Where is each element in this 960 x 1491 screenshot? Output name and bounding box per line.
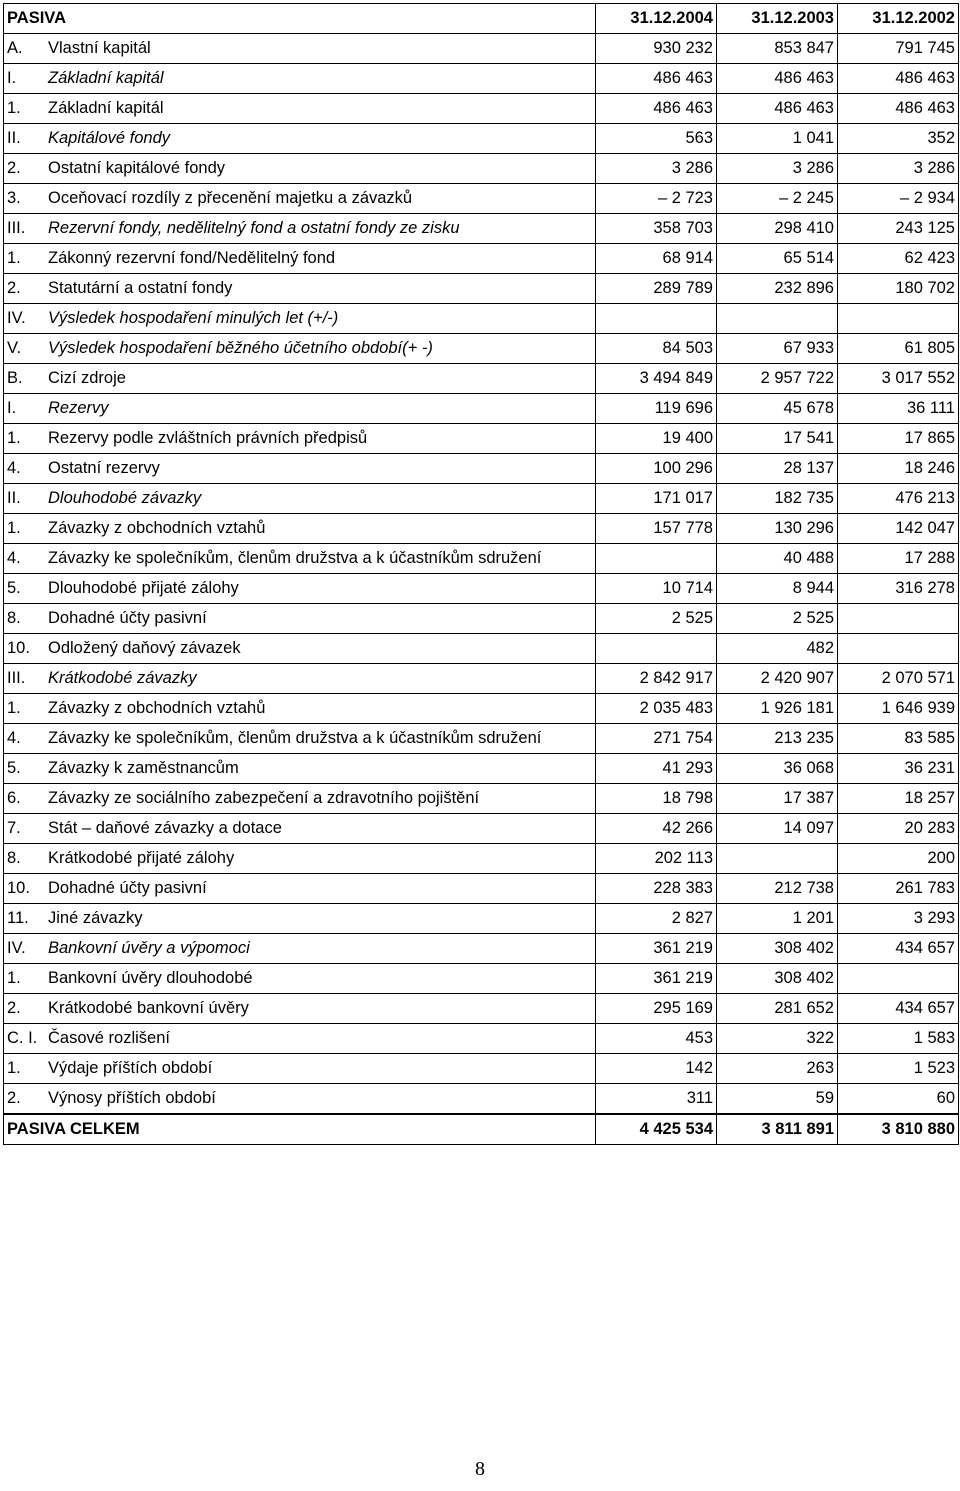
value-2004 [596,544,717,574]
row-label: Výsledek hospodaření minulých let (+/-) [48,309,339,327]
value-2003: 14 097 [717,814,838,844]
table-row [4,454,959,484]
value-2004: 119 696 [596,394,717,424]
row-label-cell [4,904,596,934]
row-label: Krátkodobé závazky [48,669,197,687]
row-label: Rezervy podle zvláštních právních předpisů [48,429,368,447]
value-2004: 311 [596,1084,717,1115]
value-2004: – 2 723 [596,184,717,214]
value-2002: 3 286 [838,154,959,184]
value-2003: 1 041 [717,124,838,154]
row-label-cell [4,124,596,154]
row-label: Rezervní fondy, nedělitelný fond a ostatní fondy ze zisku [48,219,460,237]
value-2002: 18 246 [838,454,959,484]
table-row [4,34,959,64]
liabilities-table [3,3,959,1145]
row-label: Jiné závazky [48,909,143,927]
row-label: Oceňovací rozdíly z přecenění majetku a závazků [48,189,413,207]
row-label: Kapitálové fondy [48,129,171,147]
value-2002: 142 047 [838,514,959,544]
value-2003: 482 [717,634,838,664]
value-2004: 453 [596,1024,717,1054]
row-code: II. [7,129,21,147]
table-row [4,394,959,424]
value-2003: 2 420 907 [717,664,838,694]
row-label-cell [4,34,596,64]
row-label: Závazky ze sociálního zabezpečení a zdravotního pojištění [48,789,480,807]
value-2004: 171 017 [596,484,717,514]
row-label-cell [4,844,596,874]
value-2002 [838,634,959,664]
table-row [4,64,959,94]
row-code: 2. [7,1089,21,1107]
total-2003: 3 811 891 [717,1114,838,1145]
row-code: 1. [7,969,21,987]
row-code: 4. [7,459,21,477]
row-label: Dohadné účty pasivní [48,879,207,897]
value-2004: 289 789 [596,274,717,304]
row-label-cell [4,754,596,784]
value-2004: 228 383 [596,874,717,904]
row-code: 2. [7,279,21,297]
row-label: Závazky k zaměstnancům [48,759,239,777]
value-2004: 157 778 [596,514,717,544]
value-2004: 358 703 [596,214,717,244]
value-2002 [838,304,959,334]
row-label: Závazky ke společníkům, členům družstva a k účastníkům sdružení [48,549,542,567]
row-label: Dohadné účty pasivní [48,609,207,627]
value-2003: 2 957 722 [717,364,838,394]
row-label-cell [4,454,596,484]
row-label: Dlouhodobé závazky [48,489,202,507]
row-code: 1. [7,1059,21,1077]
value-2002 [838,964,959,994]
total-label: PASIVA CELKEM [4,1114,596,1145]
value-2003: 130 296 [717,514,838,544]
table-row [4,754,959,784]
row-code: 1. [7,429,21,447]
value-2002: 434 657 [838,934,959,964]
row-label-cell [4,784,596,814]
value-2002: 476 213 [838,484,959,514]
value-2003: 853 847 [717,34,838,64]
row-label-cell [4,274,596,304]
value-2003: 263 [717,1054,838,1084]
value-2004: 18 798 [596,784,717,814]
table-row [4,694,959,724]
value-2004: 2 525 [596,604,717,634]
value-2003: 486 463 [717,94,838,124]
value-2003: 3 286 [717,154,838,184]
row-label: Rezervy [48,399,109,417]
row-code: 1. [7,99,21,117]
row-code: 3. [7,189,21,207]
row-code: 10. [7,879,30,897]
value-2003 [717,304,838,334]
table-row [4,184,959,214]
value-2004: 41 293 [596,754,717,784]
page-number: 8 [475,1458,485,1480]
value-2004: 361 219 [596,934,717,964]
row-label-cell [4,94,596,124]
table-row [4,244,959,274]
row-label-cell [4,184,596,214]
table-row [4,964,959,994]
value-2003: 486 463 [717,64,838,94]
value-2003: 2 525 [717,604,838,634]
header-year-2004: 31.12.2004 [596,4,717,34]
value-2004: 2 842 917 [596,664,717,694]
value-2003: 212 738 [717,874,838,904]
header-year-2003: 31.12.2003 [717,4,838,34]
row-label: Základní kapitál [48,69,164,87]
row-label-cell [4,874,596,904]
row-label-cell [4,814,596,844]
table-row [4,544,959,574]
value-2003: 298 410 [717,214,838,244]
row-label: Zákonný rezervní fond/Nedělitelný fond [48,249,336,267]
value-2004: 202 113 [596,844,717,874]
row-label: Cizí zdroje [48,369,126,387]
table-row [4,1084,959,1115]
row-code: 5. [7,759,21,777]
row-label-cell [4,934,596,964]
row-code: 8. [7,849,21,867]
row-code: 5. [7,579,21,597]
value-2004: 2 827 [596,904,717,934]
row-label-cell [4,604,596,634]
row-code: III. [7,219,26,237]
value-2002: 352 [838,124,959,154]
value-2003: 308 402 [717,934,838,964]
value-2004: 3 286 [596,154,717,184]
value-2003: 65 514 [717,244,838,274]
value-2002: 1 583 [838,1024,959,1054]
value-2002 [838,604,959,634]
value-2004: 100 296 [596,454,717,484]
value-2002: 17 288 [838,544,959,574]
table-row [4,154,959,184]
value-2002: 486 463 [838,94,959,124]
row-code: II. [7,489,21,507]
value-2003: – 2 245 [717,184,838,214]
header-year-2002: 31.12.2002 [838,4,959,34]
row-label-cell [4,304,596,334]
row-label: Ostatní kapitálové fondy [48,159,226,177]
row-code: 11. [7,909,29,927]
value-2003: 45 678 [717,394,838,424]
row-label: Časové rozlišení [48,1029,170,1047]
table-row [4,304,959,334]
row-label-cell [4,484,596,514]
value-2003: 1 926 181 [717,694,838,724]
value-2002: 261 783 [838,874,959,904]
table-row [4,424,959,454]
row-label: Vlastní kapitál [48,39,151,57]
row-code: I. [7,69,17,87]
value-2004: 19 400 [596,424,717,454]
row-label: Bankovní úvěry dlouhodobé [48,969,253,987]
value-2003: 213 235 [717,724,838,754]
row-label-cell [4,994,596,1024]
table-header-row [4,4,959,34]
row-code: 8. [7,609,21,627]
row-label-cell [4,634,596,664]
table-row [4,724,959,754]
table-row [4,94,959,124]
row-label-cell [4,1024,596,1054]
row-label-cell [4,244,596,274]
value-2002: 434 657 [838,994,959,1024]
table-row [4,604,959,634]
row-label: Odložený daňový závazek [48,639,241,657]
value-2002: 486 463 [838,64,959,94]
value-2004: 3 494 849 [596,364,717,394]
value-2002: 17 865 [838,424,959,454]
value-2003: 322 [717,1024,838,1054]
value-2004: 361 219 [596,964,717,994]
row-label-cell [4,724,596,754]
value-2003: 1 201 [717,904,838,934]
table-row [4,814,959,844]
value-2003: 36 068 [717,754,838,784]
table-row [4,634,959,664]
row-label-cell [4,544,596,574]
value-2003: 59 [717,1084,838,1115]
value-2002: – 2 934 [838,184,959,214]
value-2003: 232 896 [717,274,838,304]
value-2002: 36 231 [838,754,959,784]
table-row [4,1054,959,1084]
row-code: B. [7,369,23,387]
value-2002: 1 646 939 [838,694,959,724]
row-code: V. [7,339,22,357]
value-2004: 563 [596,124,717,154]
value-2004 [596,634,717,664]
table-row [4,664,959,694]
value-2002: 36 111 [838,394,959,424]
row-label: Výdaje příštích období [48,1059,213,1077]
value-2004: 930 232 [596,34,717,64]
value-2004 [596,304,717,334]
value-2003: 182 735 [717,484,838,514]
value-2002: 61 805 [838,334,959,364]
table-row [4,874,959,904]
row-label: Statutární a ostatní fondy [48,279,233,297]
row-label: Ostatní rezervy [48,459,160,477]
value-2004: 295 169 [596,994,717,1024]
value-2002: 243 125 [838,214,959,244]
row-label-cell [4,514,596,544]
value-2002: 200 [838,844,959,874]
row-label: Závazky z obchodních vztahů [48,519,266,537]
table-row [4,934,959,964]
row-code: III. [7,669,26,687]
value-2003: 28 137 [717,454,838,484]
value-2002: 3 293 [838,904,959,934]
row-label: Krátkodobé přijaté zálohy [48,849,235,867]
row-label: Závazky ke společníkům, členům družstva a k účastníkům sdružení [48,729,542,747]
row-label: Výsledek hospodaření běžného účetního období(+ -) [48,339,433,357]
row-label: Dlouhodobé přijaté zálohy [48,579,239,597]
value-2004: 68 914 [596,244,717,274]
value-2002: 180 702 [838,274,959,304]
value-2002: 18 257 [838,784,959,814]
row-code: IV. [7,309,26,327]
table-row [4,574,959,604]
value-2003: 17 387 [717,784,838,814]
row-label-cell [4,964,596,994]
value-2003: 281 652 [717,994,838,1024]
value-2002: 791 745 [838,34,959,64]
row-code: 10. [7,639,30,657]
row-code: 7. [7,819,21,837]
value-2004: 486 463 [596,94,717,124]
row-label-cell [4,364,596,394]
row-label: Výnosy příštích období [48,1089,216,1107]
row-label-cell [4,64,596,94]
value-2002: 60 [838,1084,959,1115]
row-label: Krátkodobé bankovní úvěry [48,999,249,1017]
row-code: I. [7,399,17,417]
value-2002: 316 278 [838,574,959,604]
row-label-cell [4,664,596,694]
row-label-cell [4,214,596,244]
row-label-cell [4,694,596,724]
value-2004: 486 463 [596,64,717,94]
value-2004: 10 714 [596,574,717,604]
row-code: 4. [7,729,21,747]
value-2002: 83 585 [838,724,959,754]
total-2004: 4 425 534 [596,1114,717,1145]
table-row [4,904,959,934]
row-label: Základní kapitál [48,99,164,117]
table-row [4,784,959,814]
value-2002: 62 423 [838,244,959,274]
row-label: Stát – daňové závazky a dotace [48,819,282,837]
table-row [4,844,959,874]
value-2002: 3 017 552 [838,364,959,394]
total-row [4,1114,959,1145]
row-label-cell [4,1054,596,1084]
row-label-cell [4,334,596,364]
value-2003: 8 944 [717,574,838,604]
value-2004: 142 [596,1054,717,1084]
table-row [4,364,959,394]
table-row [4,514,959,544]
value-2004: 271 754 [596,724,717,754]
value-2004: 84 503 [596,334,717,364]
table-row [4,334,959,364]
row-label-cell [4,424,596,454]
value-2002: 2 070 571 [838,664,959,694]
row-label: Závazky z obchodních vztahů [48,699,266,717]
value-2003 [717,844,838,874]
table-row [4,124,959,154]
row-label-cell [4,394,596,424]
value-2002: 20 283 [838,814,959,844]
row-code: IV. [7,939,26,957]
row-code: 6. [7,789,21,807]
row-code: 1. [7,519,21,537]
row-code: 1. [7,699,21,717]
total-2002: 3 810 880 [838,1114,959,1145]
row-code: A. [7,39,23,57]
table-row [4,214,959,244]
value-2002: 1 523 [838,1054,959,1084]
value-2004: 42 266 [596,814,717,844]
table-row [4,994,959,1024]
row-code: 4. [7,549,21,567]
row-label-cell [4,574,596,604]
value-2004: 2 035 483 [596,694,717,724]
value-2003: 40 488 [717,544,838,574]
table-row [4,274,959,304]
row-label-cell [4,154,596,184]
value-2003: 67 933 [717,334,838,364]
value-2003: 308 402 [717,964,838,994]
table-row [4,1024,959,1054]
table-row [4,484,959,514]
row-code: 1. [7,249,21,267]
row-label-cell [4,1084,596,1115]
row-code: 2. [7,999,21,1017]
row-code: C. I. [7,1029,38,1047]
header-label: PASIVA [4,4,596,34]
row-label: Bankovní úvěry a výpomoci [48,939,250,957]
row-code: 2. [7,159,21,177]
value-2003: 17 541 [717,424,838,454]
